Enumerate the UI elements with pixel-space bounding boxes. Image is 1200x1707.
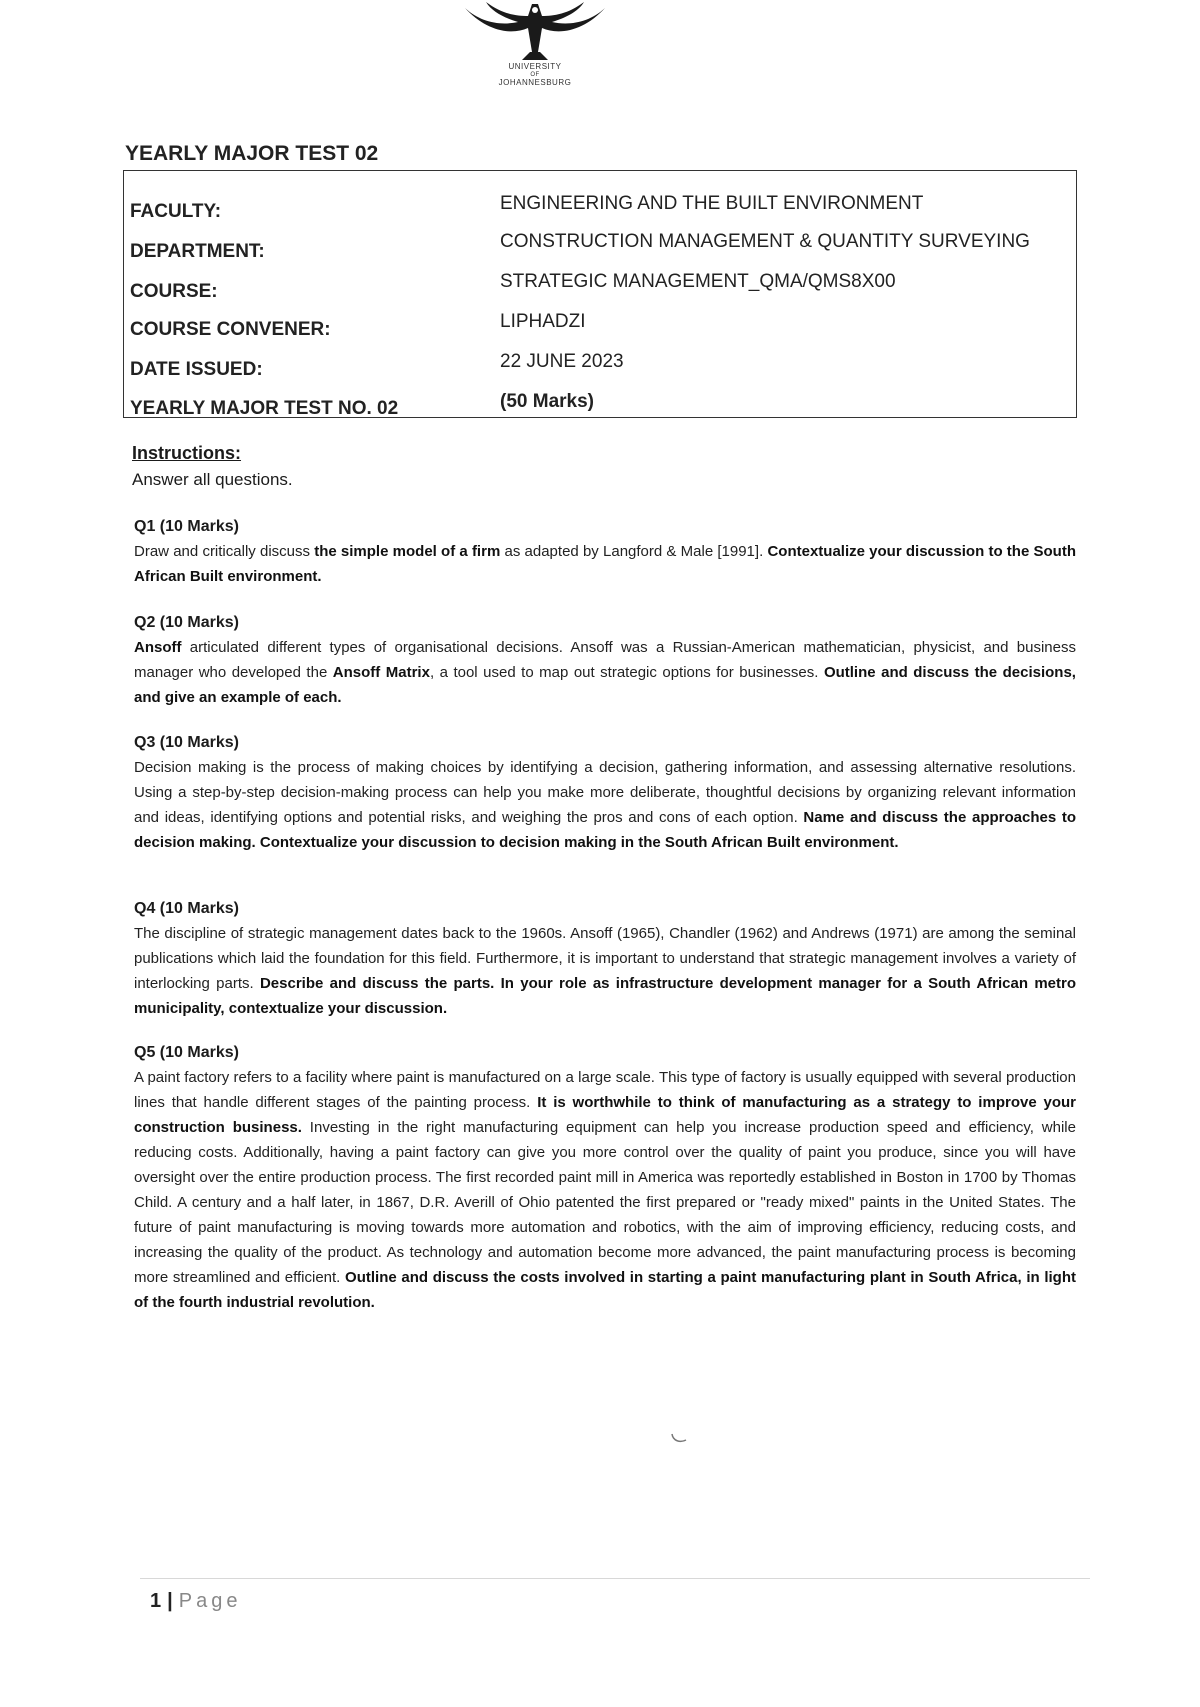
question-emphasis-text: Ansoff Matrix <box>332 664 430 681</box>
page-number: 1 <box>150 1590 162 1612</box>
question-text: , a tool used to map out strategic options for businesses. <box>429 664 824 681</box>
page-footer <box>150 1590 241 1613</box>
question-emphasis-text: Describe and discuss the parts. In your role as infrastructure development manager for a South African metro municipality, contextualize your discussion. <box>134 975 1076 1017</box>
page-label: Page <box>178 1590 242 1612</box>
question-emphasis-text: It is worthwhile to think of manufacturing as a strategy to improve your construction business. <box>134 1094 1077 1136</box>
instructions-section <box>132 443 1072 490</box>
question-body <box>134 1065 1076 1315</box>
question-emphasis-text: Outline and discuss the decisions, and give an example of each. <box>134 664 1076 706</box>
info-row-faculty <box>124 193 1076 233</box>
question-text: A paint factory refers to a facility where paint is manufactured on a large scale. This type of factory is usually equipped with several production lines that handle different stages of the painting process. <box>134 1069 1076 1111</box>
university-logo <box>455 0 615 92</box>
info-value: LIPHADZI <box>500 311 586 332</box>
eagle-crest-icon <box>460 0 610 62</box>
question-title: Q5 (10 Marks) <box>134 1044 239 1061</box>
logo-line-1: UNIVERSITY <box>508 62 562 71</box>
question-body <box>134 755 1076 855</box>
info-label: DATE ISSUED: <box>130 359 263 380</box>
course-info-box <box>123 170 1077 418</box>
info-label: FACULTY: <box>130 201 222 222</box>
info-row-department <box>124 233 1076 273</box>
info-label: COURSE: <box>130 281 218 302</box>
question-emphasis-text: Outline and discuss the costs involved in starting a paint manufacturing plant in South Africa, in light of the fourth industrial revolution. <box>134 1269 1076 1311</box>
question-3 <box>134 734 1076 855</box>
question-emphasis-text: the simple model of a firm <box>314 543 501 560</box>
question-text: Draw and critically discuss <box>134 543 315 560</box>
question-5 <box>134 1044 1076 1315</box>
info-row-convener <box>124 313 1076 353</box>
question-emphasis-text: Ansoff <box>134 639 182 656</box>
info-value: 22 JUNE 2023 <box>500 351 624 372</box>
footer-divider <box>140 1578 1090 1579</box>
page-title: YEARLY MAJOR TEST 02 <box>125 142 379 165</box>
question-2 <box>134 614 1076 710</box>
question-4 <box>134 900 1076 1021</box>
instructions-body: Answer all questions. <box>132 470 293 489</box>
question-title: Q1 (10 Marks) <box>134 518 239 535</box>
question-emphasis-text: Name and discuss the approaches to decision making. Contextualize your discussion to decision making in the South African Built environment. <box>134 809 1076 851</box>
info-value: CONSTRUCTION MANAGEMENT & QUANTITY SURVEYING <box>500 231 1030 252</box>
info-value: (50 Marks) <box>500 391 594 412</box>
question-body <box>134 539 1076 589</box>
info-label: DEPARTMENT: <box>130 241 265 262</box>
question-text: as adapted by Langford & Male [1991]. <box>500 543 768 560</box>
info-row-course <box>124 273 1076 313</box>
question-title: Q4 (10 Marks) <box>134 900 239 917</box>
stray-mark-icon <box>670 1432 688 1444</box>
info-label: COURSE CONVENER: <box>130 319 331 340</box>
question-1 <box>134 518 1076 589</box>
info-row-test <box>124 393 1076 433</box>
footer-separator: | <box>167 1590 173 1612</box>
question-body <box>134 635 1076 710</box>
info-value: ENGINEERING AND THE BUILT ENVIRONMENT <box>500 193 924 214</box>
info-value: STRATEGIC MANAGEMENT_QMA/QMS8X00 <box>500 271 896 292</box>
question-text: The discipline of strategic management dates back to the 1960s. Ansoff (1965), Chandler (1962) and Andrews (1971) are among the seminal publications which laid the foundation for this field. Furthermore, it is important to understand that strategic management involves a variety of interlocking parts. <box>134 925 1076 992</box>
question-title: Q3 (10 Marks) <box>134 734 239 751</box>
question-body <box>134 921 1076 1021</box>
question-title: Q2 (10 Marks) <box>134 614 239 631</box>
logo-line-3: JOHANNESBURG <box>498 78 572 87</box>
instructions-title: Instructions: <box>132 443 242 463</box>
info-row-date <box>124 353 1076 393</box>
logo-line-2: OF <box>530 72 540 78</box>
question-text: Investing in the right manufacturing equipment can help you increase production speed and efficiency, while reducing costs. Additionally, having a paint factory can give you more control over the quality of paint you produce, since you will have oversight over the entire production process. The first recorded paint mill in America was reportedly established in Boston in 1700 by Thomas Child. A century and a half later, in 1867, D.R. Averill of Ohio patented the first prepared or "ready mixed" paints in the United States. The future of paint manufacturing is moving towards more automation and robotics, with the aim of improving efficiency, reducing costs, and increasing the quality of the product. As technology and automation become more advanced, the paint manufacturing process is becoming more streamlined and efficient. <box>134 1119 1076 1286</box>
question-text: Decision making is the process of making choices by identifying a decision, gathering information, and assessing alternative resolutions. Using a step-by-step decision-making process can help you make more deliberate, thoughtful decisions by organizing relevant information and ideas, identifying options and potential risks, and weighing the pros and cons of each option. <box>134 759 1076 826</box>
question-text: articulated different types of organisational decisions. Ansoff was a Russian-American mathematician, physicist, and business manager who developed the <box>134 639 1076 681</box>
question-emphasis-text: Contextualize your discussion to the South African Built environment. <box>134 543 1077 585</box>
info-label: YEARLY MAJOR TEST NO. 02 <box>130 398 399 419</box>
